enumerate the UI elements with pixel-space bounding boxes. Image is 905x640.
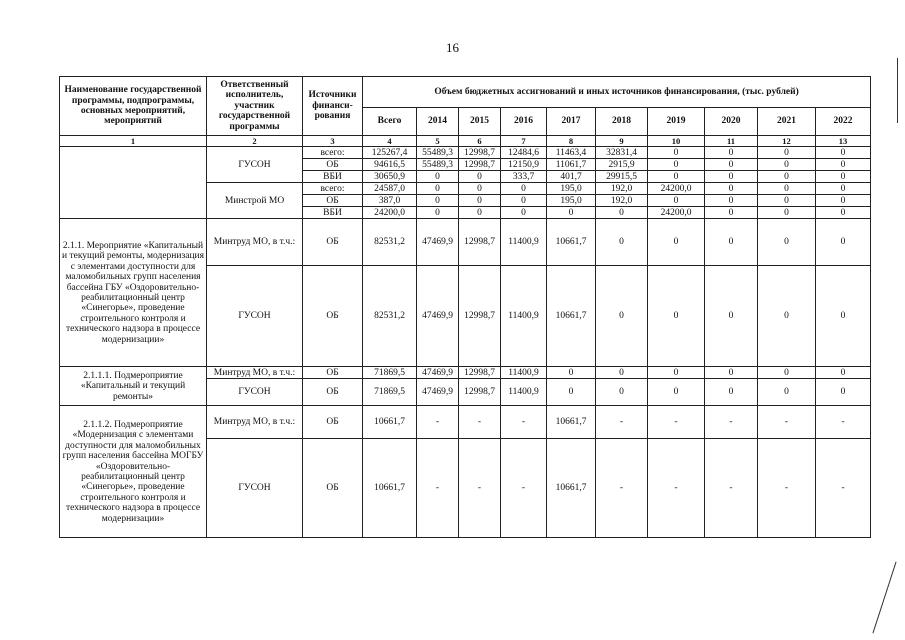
column-number: 2 xyxy=(207,136,303,147)
value-cell: 82531,2 xyxy=(363,266,417,367)
column-number: 3 xyxy=(303,136,363,147)
header-year: 2015 xyxy=(459,108,501,136)
value-cell: 32831,4 xyxy=(596,147,648,159)
executor-cell: ГУСОН xyxy=(207,266,303,367)
value-cell: 0 xyxy=(459,207,501,219)
table-row xyxy=(60,406,871,439)
value-cell: 0 xyxy=(596,379,648,406)
value-cell: 71869,5 xyxy=(363,379,417,406)
header-year: 2019 xyxy=(648,108,705,136)
value-cell: 0 xyxy=(648,171,705,183)
value-cell: 0 xyxy=(648,379,705,406)
edge-line-right xyxy=(897,58,898,123)
executor-cell: ГУСОН xyxy=(207,147,303,183)
column-number: 1 xyxy=(60,136,207,147)
value-cell: 0 xyxy=(816,266,871,367)
source-cell: ВБИ xyxy=(303,207,363,219)
column-number: 12 xyxy=(758,136,816,147)
value-cell: 0 xyxy=(758,207,816,219)
value-cell: 0 xyxy=(648,159,705,171)
source-cell: ОБ xyxy=(303,367,363,379)
value-cell: 0 xyxy=(417,171,459,183)
value-cell: 0 xyxy=(816,367,871,379)
header-row xyxy=(60,77,871,108)
value-cell: 0 xyxy=(547,379,596,406)
value-cell: 24587,0 xyxy=(363,183,417,195)
value-cell: - xyxy=(816,406,871,439)
value-cell: 0 xyxy=(758,195,816,207)
value-cell: 0 xyxy=(596,207,648,219)
header-year: 2018 xyxy=(596,108,648,136)
value-cell: 0 xyxy=(816,195,871,207)
value-cell: 0 xyxy=(705,147,758,159)
value-cell: 0 xyxy=(816,147,871,159)
value-cell: 0 xyxy=(705,195,758,207)
value-cell: - xyxy=(648,406,705,439)
value-cell: - xyxy=(816,439,871,538)
value-cell: 0 xyxy=(705,159,758,171)
value-cell: 192,0 xyxy=(596,183,648,195)
source-cell: всего: xyxy=(303,147,363,159)
value-cell: 47469,9 xyxy=(417,266,459,367)
value-cell: 10661,7 xyxy=(363,439,417,538)
header-year: 2014 xyxy=(417,108,459,136)
value-cell: 195,0 xyxy=(547,183,596,195)
column-number: 10 xyxy=(648,136,705,147)
source-cell: ОБ xyxy=(303,159,363,171)
value-cell: 10661,7 xyxy=(547,219,596,266)
source-cell: ВБИ xyxy=(303,171,363,183)
value-cell: - xyxy=(596,439,648,538)
value-cell: 82531,2 xyxy=(363,219,417,266)
value-cell: 0 xyxy=(648,195,705,207)
value-cell: 10661,7 xyxy=(547,439,596,538)
header-year: 2022 xyxy=(816,108,871,136)
value-cell: 0 xyxy=(547,367,596,379)
source-cell: ОБ xyxy=(303,406,363,439)
value-cell: - xyxy=(758,406,816,439)
value-cell: - xyxy=(459,439,501,538)
value-cell: - xyxy=(758,439,816,538)
column-number: 4 xyxy=(363,136,417,147)
value-cell: 0 xyxy=(705,367,758,379)
value-cell: 0 xyxy=(758,266,816,367)
value-cell: 12998,7 xyxy=(459,266,501,367)
value-cell: 0 xyxy=(417,183,459,195)
value-cell: 0 xyxy=(459,171,501,183)
header-program: Наименование государственной программы, подпрограммы, основных мероприятий, мероприятий xyxy=(60,77,207,136)
value-cell: - xyxy=(459,406,501,439)
value-cell: 12998,7 xyxy=(459,147,501,159)
measure-name: 2.1.1. Мероприятие «Капитальный и текущий ремонты, модернизация с элементами доступности для маломобильных групп населения бассейна ГБУ «Оздоровительно-реабилитационный центр «Синегорье», проведение строительного контроля и технического надзора в процессе модернизации» xyxy=(60,219,207,367)
value-cell: 125267,4 xyxy=(363,147,417,159)
budget-table xyxy=(59,76,871,538)
source-cell: ОБ xyxy=(303,195,363,207)
header-year: 2016 xyxy=(501,108,547,136)
value-cell: 11463,4 xyxy=(547,147,596,159)
value-cell: 333,7 xyxy=(501,171,547,183)
value-cell: 55489,3 xyxy=(417,147,459,159)
value-cell: 0 xyxy=(705,219,758,266)
executor-cell: ГУСОН xyxy=(207,379,303,406)
header-volume: Объем бюджетных ассигнований и иных источников финансирования, (тыс. рублей) xyxy=(363,77,871,108)
header-executor: Ответственный исполнитель, участник государственной программы xyxy=(207,77,303,136)
value-cell: 2915,9 xyxy=(596,159,648,171)
value-cell: 24200,0 xyxy=(363,207,417,219)
value-cell: - xyxy=(417,406,459,439)
value-cell: 0 xyxy=(705,266,758,367)
column-number: 6 xyxy=(459,136,501,147)
source-cell: ОБ xyxy=(303,439,363,538)
value-cell: 0 xyxy=(816,183,871,195)
value-cell: 10661,7 xyxy=(363,406,417,439)
value-cell: 24200,0 xyxy=(648,207,705,219)
executor-cell: Минстрой МО xyxy=(207,183,303,219)
value-cell: 0 xyxy=(705,207,758,219)
measure-name: 2.1.1.2. Подмероприятие «Модернизация с элементами доступности для маломобильных групп населения бассейна МОГБУ «Оздоровительно-реабилитационный центр «Синегорье», проведение строительного контроля и технического надзора в процессе модернизации» xyxy=(60,406,207,538)
edge-line-bottom-right xyxy=(872,562,896,634)
source-cell: всего: xyxy=(303,183,363,195)
measure-name: 2.1.1.1. Подмероприятие «Капитальный и текущий ремонты» xyxy=(60,367,207,406)
value-cell: - xyxy=(501,439,547,538)
value-cell: 0 xyxy=(501,195,547,207)
value-cell: 0 xyxy=(459,183,501,195)
value-cell: 0 xyxy=(816,159,871,171)
value-cell: 0 xyxy=(758,159,816,171)
blank-name-cell xyxy=(60,147,207,219)
value-cell: - xyxy=(648,439,705,538)
header-year: 2021 xyxy=(758,108,816,136)
column-number: 9 xyxy=(596,136,648,147)
value-cell: 10661,7 xyxy=(547,406,596,439)
value-cell: 0 xyxy=(648,367,705,379)
value-cell: 0 xyxy=(501,207,547,219)
value-cell: 401,7 xyxy=(547,171,596,183)
column-number: 7 xyxy=(501,136,547,147)
value-cell: 47469,9 xyxy=(417,219,459,266)
value-cell: - xyxy=(705,439,758,538)
value-cell: - xyxy=(705,406,758,439)
value-cell: 192,0 xyxy=(596,195,648,207)
value-cell: 11400,9 xyxy=(501,266,547,367)
value-cell: 0 xyxy=(758,147,816,159)
value-cell: 0 xyxy=(816,171,871,183)
column-number: 13 xyxy=(816,136,871,147)
column-number: 11 xyxy=(705,136,758,147)
executor-cell: ГУСОН xyxy=(207,439,303,538)
value-cell: - xyxy=(417,439,459,538)
value-cell: 0 xyxy=(758,219,816,266)
page-number: 16 xyxy=(446,40,459,55)
header-year: 2017 xyxy=(547,108,596,136)
executor-cell: Минтруд МО, в т.ч.: xyxy=(207,367,303,379)
value-cell: 0 xyxy=(596,219,648,266)
value-cell: - xyxy=(501,406,547,439)
value-cell: 12484,6 xyxy=(501,147,547,159)
executor-cell: Минтруд МО, в т.ч.: xyxy=(207,406,303,439)
value-cell: 0 xyxy=(816,219,871,266)
column-number: 5 xyxy=(417,136,459,147)
value-cell: 0 xyxy=(705,183,758,195)
value-cell: 11400,9 xyxy=(501,367,547,379)
value-cell: 12998,7 xyxy=(459,379,501,406)
header-year: 2020 xyxy=(705,108,758,136)
value-cell: 0 xyxy=(417,195,459,207)
table-row xyxy=(60,147,871,159)
header-total: Всего xyxy=(363,108,417,136)
value-cell: 0 xyxy=(596,266,648,367)
value-cell: 0 xyxy=(758,379,816,406)
value-cell: 24200,0 xyxy=(648,183,705,195)
value-cell: 12998,7 xyxy=(459,159,501,171)
value-cell: 10661,7 xyxy=(547,266,596,367)
value-cell: 0 xyxy=(758,367,816,379)
value-cell: 30650,9 xyxy=(363,171,417,183)
source-cell: ОБ xyxy=(303,379,363,406)
value-cell: 387,0 xyxy=(363,195,417,207)
value-cell: 0 xyxy=(816,379,871,406)
value-cell: 0 xyxy=(758,171,816,183)
value-cell: 0 xyxy=(705,171,758,183)
value-cell: 55489,3 xyxy=(417,159,459,171)
header-sources: Источники финанси-рования xyxy=(303,77,363,136)
table-row xyxy=(60,219,871,266)
source-cell: ОБ xyxy=(303,266,363,367)
table-row xyxy=(60,367,871,379)
value-cell: - xyxy=(596,406,648,439)
value-cell: 0 xyxy=(758,183,816,195)
value-cell: 195,0 xyxy=(547,195,596,207)
value-cell: 12998,7 xyxy=(459,219,501,266)
value-cell: 11400,9 xyxy=(501,379,547,406)
value-cell: 94616,5 xyxy=(363,159,417,171)
value-cell: 71869,5 xyxy=(363,367,417,379)
value-cell: 0 xyxy=(596,367,648,379)
value-cell: 0 xyxy=(705,379,758,406)
value-cell: 11400,9 xyxy=(501,219,547,266)
value-cell: 29915,5 xyxy=(596,171,648,183)
value-cell: 0 xyxy=(501,183,547,195)
value-cell: 0 xyxy=(648,147,705,159)
executor-cell: Минтруд МО, в т.ч.: xyxy=(207,219,303,266)
value-cell: 11061,7 xyxy=(547,159,596,171)
value-cell: 0 xyxy=(648,219,705,266)
column-number: 8 xyxy=(547,136,596,147)
value-cell: 0 xyxy=(417,207,459,219)
column-numbers-row xyxy=(60,136,871,147)
value-cell: 0 xyxy=(648,266,705,367)
value-cell: 47469,9 xyxy=(417,379,459,406)
value-cell: 0 xyxy=(816,207,871,219)
value-cell: 0 xyxy=(459,195,501,207)
value-cell: 12150,9 xyxy=(501,159,547,171)
value-cell: 0 xyxy=(547,207,596,219)
value-cell: 47469,9 xyxy=(417,367,459,379)
source-cell: ОБ xyxy=(303,219,363,266)
value-cell: 12998,7 xyxy=(459,367,501,379)
